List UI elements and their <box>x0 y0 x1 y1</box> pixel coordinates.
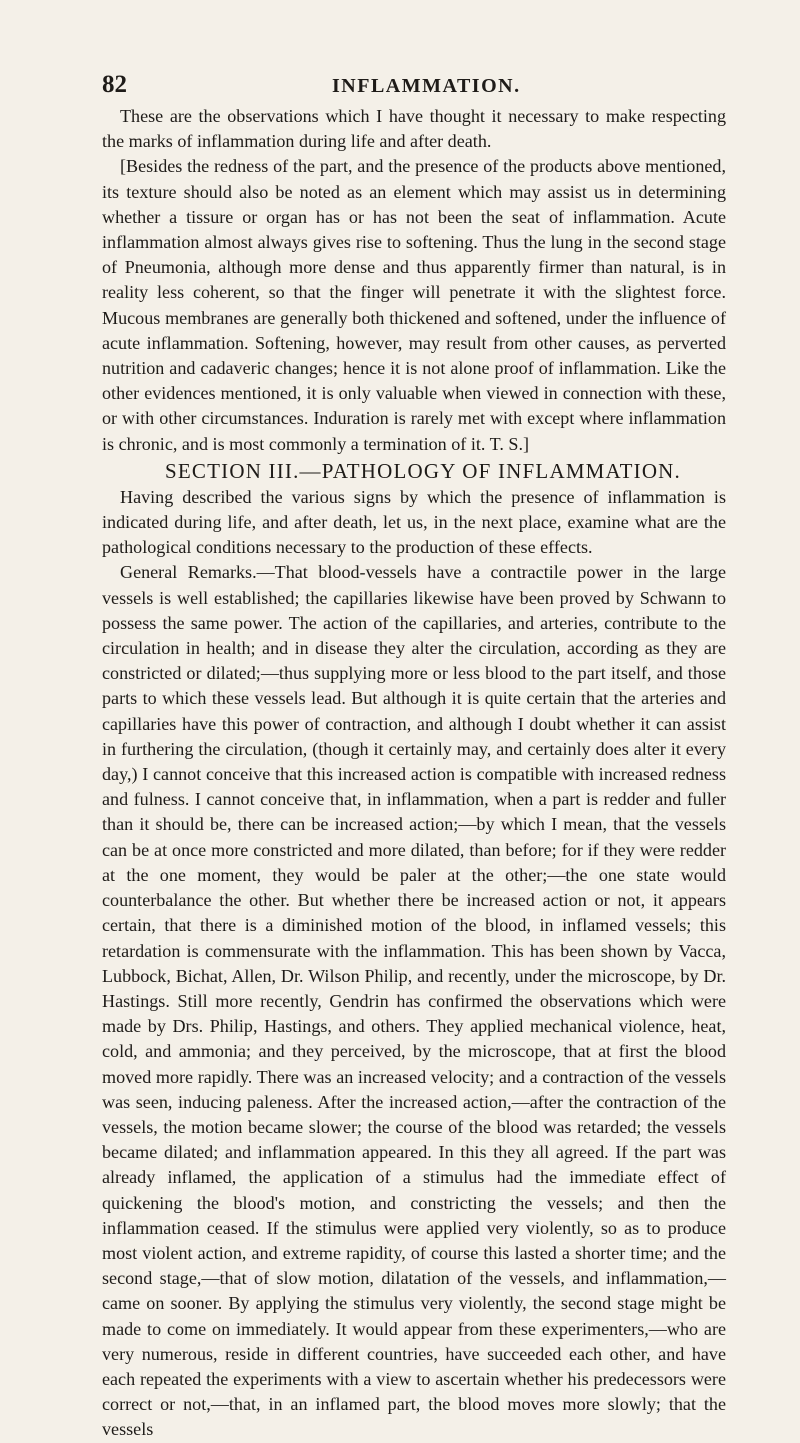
section-heading: SECTION III.—PATHOLOGY OF INFLAMMATION. <box>165 458 681 483</box>
running-head <box>102 70 726 100</box>
section-intro-paragraph: Having described the various signs by which the presence of inflammation is indicated during life, and after death, let us, in the next place, examine what are the pathological conditions necessary to the production of these effects. <box>102 486 726 558</box>
page-number: 82 <box>102 71 127 98</box>
intro-paragraph: These are the observations which I have thought it necessary to make respecting the marks of inflammation during life and after death. <box>102 106 726 152</box>
running-title: INFLAMMATION. <box>332 75 521 97</box>
general-remarks-paragraph: General Remarks.—That blood-vessels have a contractile power in the large vessels is well established; the capillaries likewise have been proved by Schwann to possess the same power. The action of the capillaries, and arteries, contribute to the circulation in health; and in disease they alter the circulation, according as they are constricted or dilated;—thus supplying more or less blood to the part itself, and those parts to which these vessels lead. But although it is quite certain that the arteries and capillaries have this power of contraction, and although I doubt whether it can assist in furthering the circulation, (though it certainly may, and certainly does alter it every day,) I cannot conceive that this increased action is compatible with increased redness and fulness. I cannot conceive that, in inflammation, when a part is redder and fuller than it should be, there can be increased action;—by which I mean, that the vessels can be at once more constricted and more dilated, than before; for if they were redder at the one moment, they would be paler at the other;—the one state would counterbalance the other. But whether there be increased action or not, it appears certain, that there is a diminished motion of the blood, in inflamed vessels; this retardation is commensurate with the inflammation. This has been shown by Vacca, Lubbock, Bichat, Allen, Dr. Wilson Philip, and recently, under the microscope, by Dr. Hastings. Still more recently, Gendrin has confirmed the observations which were made by Drs. Philip, Hastings, and others. They applied mechanical violence, heat, cold, and ammonia; and they perceived, by the microscope, that at first the blood moved more rapidly. There was an increased velocity; and a contraction of the vessels was seen, inducing paleness. After the increased action,—after the contraction of the vessels, the motion became slower; the course of the blood was retarded; the vessels became dilated; and inflammation appeared. In this they all agreed. If the part was already inflamed, the application of a stimulus had the immediate effect of quickening the blood's motion, and constricting the vessels; and then the inflammation ceased. If the stimulus were applied very violently, so as to produce most violent action, and extreme rapidity, of course this lasted a shorter time; and the second stage,—that of slow motion, dilatation of the vessels, and inflammation,—came on sooner. By applying the stimulus very violently, the second stage might be made to come on immediately. It would appear from these experimenters,—who are very numerous, reside in different countries, have succeeded each other, and have each repeated the experiments with a view to ascertain whether his predecessors were correct or not,—that, in an inflamed part, the blood moves more slowly; that the vessels <box>102 562 726 1440</box>
editor-note-paragraph: [Besides the redness of the part, and the presence of the products above mentioned, its texture should also be noted as an element which may assist us in determining whether a tissure or organ has or has not been the seat of inflammation. Acute inflammation almost always gives rise to softening. Thus the lung in the second stage of Pneumonia, although more dense and thus apparently firmer than natural, is in reality less coherent, so that the finger will penetrate it with the slightest force. Mucous membranes are generally both thickened and softened, under the influence of acute inflammation. Softening, however, may result from other causes, as perverted nutrition and cadaveric changes; hence it is not alone proof of inflammation. Like the other evidences mentioned, it is only valuable when viewed in connection with these, or with other circumstances. Induration is rarely met with except where inflammation is chronic, and is most commonly a termination of it. T. S.] <box>102 156 726 454</box>
body-text <box>102 104 726 1443</box>
